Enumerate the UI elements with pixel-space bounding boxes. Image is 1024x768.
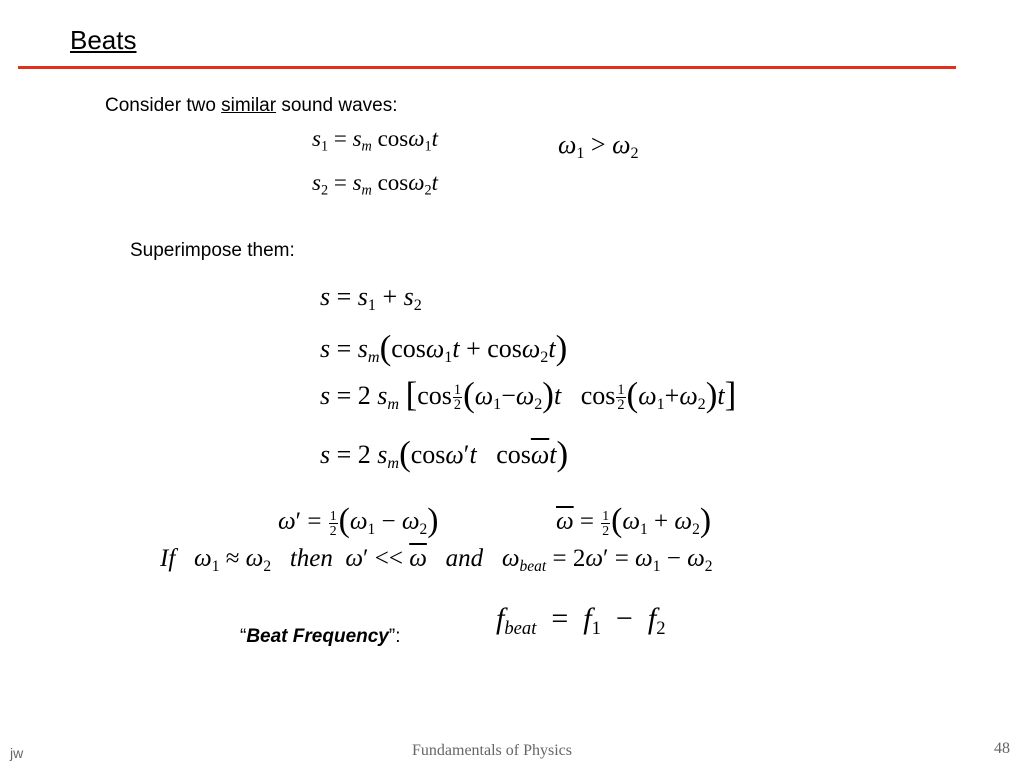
equation-s1: $s_1 = s_m$ cosω$_1$t	[312, 126, 438, 155]
slide-title: Beats	[70, 25, 137, 55]
slide-number: 48	[994, 740, 1010, 757]
equation-superposition: $s = s_1 + s_2$	[320, 282, 422, 315]
intro-text	[105, 95, 398, 117]
intro-suffix: sound waves:	[276, 95, 398, 116]
beat-frequency-label: “Beat Frequency”:	[240, 626, 401, 647]
beat-frequency-term: Beat Frequency	[246, 626, 389, 647]
superimpose-text: Superimpose them:	[130, 240, 295, 261]
equation-sum-cos: $s = s_m(\cos\omega_1t + \cos\omega_2t)$	[320, 328, 568, 367]
equation-omega-inequality: $\omega_1 > \omega_2$	[558, 130, 639, 163]
equation-s2: $s_2 = s_m$ cosω$_2$t	[312, 170, 438, 199]
footer-author: jw	[10, 745, 24, 761]
title-divider	[18, 66, 956, 69]
intro-prefix: Consider two	[105, 95, 222, 116]
equation-omega-prime: ω′ = $\frac{1}{2}$ $(\omega_1 - \omega_2)$	[278, 502, 439, 539]
equation-beat-condition: If $\omega_1 \approx \omega_2$ then $\omega' << \overline{\omega}$ and $\omega_{beat} = 2\omega' = \omega_1 - \omega_2$	[160, 545, 713, 575]
equation-product-form: s = 2 $s_m$ [cos $\frac{1}{2}$ $(\omega_1-\omega_2)t$ cos $\frac{1}{2}$ $(\omega_1+\omega_2)t$]	[320, 375, 737, 414]
equation-beat-frequency: $f_{beat} = f_1 - f_2$	[496, 602, 666, 639]
equation-omega-bar: $\overline{\omega}$ = $\frac{1}{2}$ $(\omega_1 + \omega_2)$	[556, 502, 712, 539]
equation-compact-form: s = 2 $s_m(\cos\omega't$ $\cos\overline{\omega}t$)	[320, 434, 569, 473]
footer-course-title: Fundamentals of Physics	[412, 742, 572, 759]
intro-underlined: similar	[221, 95, 277, 116]
